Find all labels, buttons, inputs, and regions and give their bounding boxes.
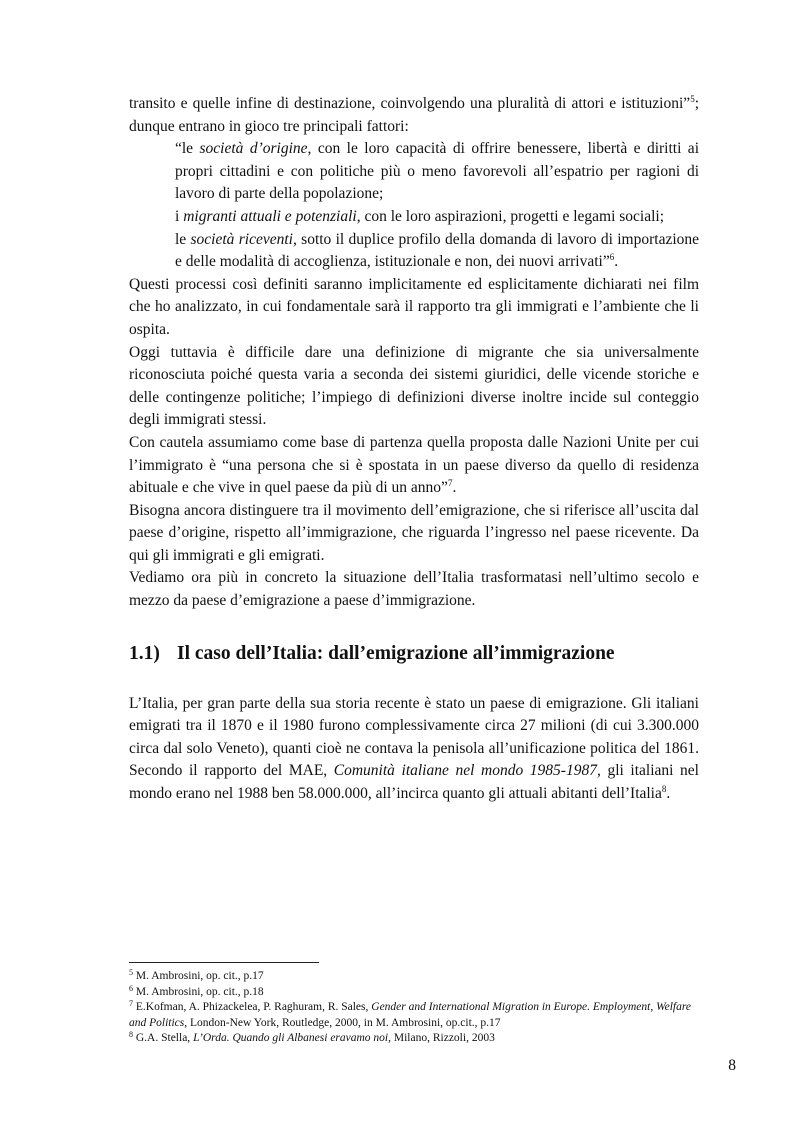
footnote: $^5$ M. Ambrosini, op. cit., p.17 [129,968,264,982]
footnote-ref[interactable]: 7 [447,478,453,489]
quote-item: “le società d’origine, con le loro capacità di offrire benessere, libertà e diritti ai propri cittadini e con politiche più o meno favorevoli all’espatrio per ragioni di lavoro di parte della popolazione; [175,140,699,203]
footnote-number: 8 [129,1030,133,1039]
paragraph: Oggi tuttavia è difficile dare una definizione di migrante che sia universalmente riconosciuta poiché questa varia a seconda dei sistemi giuridici, delle vicende storiche e delle contingenze politiche; l’impiego di definizioni diverse inoltre incide sul conteggio degli immigrati stessi. [129,343,699,429]
footnote-number: 7 [129,999,133,1008]
footnote: $^7$ E.Kofman, A. Phizackelea, P. Raghuram, R. Sales, Gender and International Migration in Europe. Employment, Welfare and Politics, London-New York, Routledge, 2000, in M. Ambrosini, op.cit., p.17 [129,999,691,1029]
footnote: $^6$ M. Ambrosini, op. cit., p.18 [129,983,264,998]
footnote-ref[interactable]: 6 [609,252,615,263]
paragraph: L’Italia, per gran parte della sua storia recente è stato un paese di emigrazione. Gli italiani emigrati tra il 1870 e il 1980 furono complessivamente circa 27 milioni (di cui 3.300.000 circa dal solo Veneto), quanti cioè ne contava la penisola all’unificazione politica del 1861. Secondo il rapporto del MAE, Comunità italiane nel mondo 1985-1987, gli italiani nel mondo erano nel 1988 ben 58.000.000, all’incirca quanto gli attuali abitanti dell’Italia$^8$. [129,694,699,803]
body-text [129,93,699,806]
footnote-ref[interactable]: 8 [661,784,667,795]
paragraph: transito e quelle infine di destinazione, coinvolgendo una pluralità di attori e istituzioni”$^5$; dunque entrano in gioco tre principali fattori: [129,94,699,135]
footnote-number: 6 [129,983,133,993]
section-heading [129,641,699,667]
paragraph: Con cautela assumiamo come base di partenza quella proposta dalle Nazioni Unite per cui l’immigrato è “una persona che si è spostata in un paese diverso da quello di residenza abituale e che vive in quel paese da più di un anno”$^7$. [129,433,699,497]
quote-item: le società riceventi, sotto il duplice profilo della domanda di lavoro di importazione e delle modalità di accoglienza, istituzionale e non, dei nuovi arrivati”$^6$. [175,230,700,271]
page-number: 8 [728,1057,736,1074]
paragraph: Vediamo ora più in concreto la situazione dell’Italia trasformatasi nell’ultimo secolo e mezzo da paese d’emigrazione a paese d’immigrazione. [129,569,699,610]
quote-item: i migranti attuali e potenziali, con le loro aspirazioni, progetti e legami sociali; [175,207,665,225]
section-number: 1.1) [129,642,160,664]
footnote-ref[interactable]: 5 [690,94,695,104]
section-title: Il caso dell’Italia: dall’emigrazione all’immigrazione [177,642,615,664]
block-quote [129,138,699,274]
paragraph: Questi processi così definiti saranno implicitamente ed esplicitamente dichiarati nei film che ho analizzato, in cui fondamentale sarà il rapporto tra gli immigrati e l’ambiente che li ospita. [129,275,699,338]
footnotes [129,962,709,1047]
footnote: $^8$ G.A. Stella, L’Orda. Quando gli Albanesi eravamo noi, Milano, Rizzoli, 2003 [129,1030,495,1044]
footnote-divider [129,962,319,963]
paragraph: Bisogna ancora distinguere tra il movimento dell’emigrazione, che si riferisce all’uscita dal paese d’origine, rispetto all’immigrazione, che riguarda l’ingresso nel paese ricevente. Da qui gli immigrati e gli emigrati. [129,501,699,564]
footnote-number: 5 [129,968,133,977]
